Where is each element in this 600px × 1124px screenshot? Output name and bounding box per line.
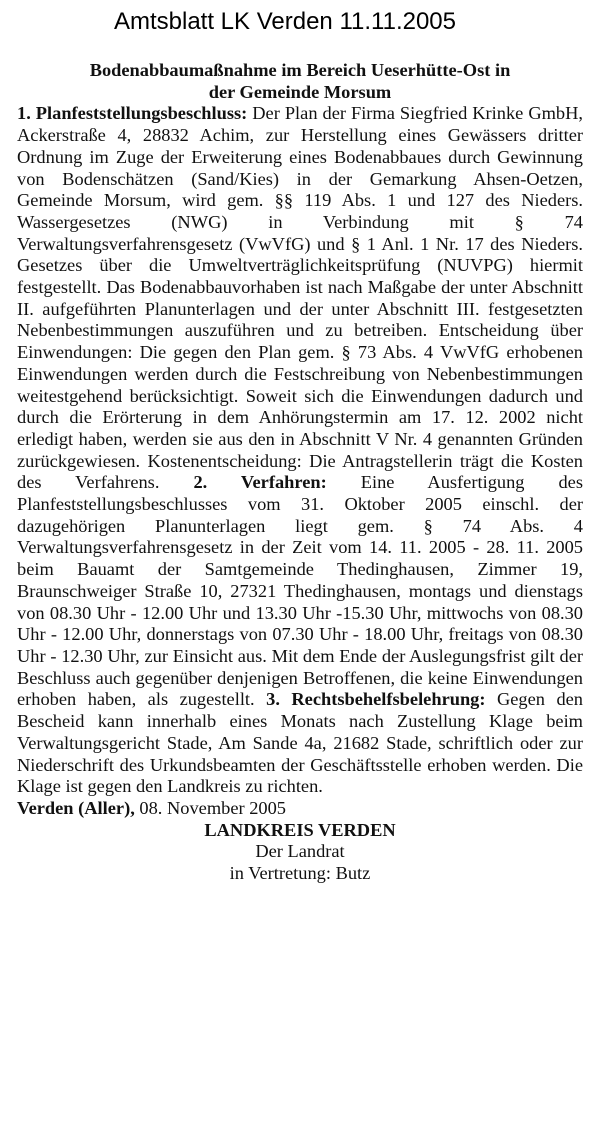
section-3-heading: 3. Rechtsbehelfsbelehrung: [266,689,486,710]
signature-organization: LANDKREIS VERDEN [204,819,396,840]
page-header-title: Amtsblatt LK Verden 11.11.2005 [113,8,456,35]
headline-line-1: Bodenabbaumaßnahme im Bereich Ueserhütte-Ost in [89,60,511,80]
place-date-line [17,798,583,820]
place: Verden (Aller), [17,797,135,818]
article-headline [17,60,583,103]
signature-block [17,820,583,885]
article-body [17,103,583,798]
section-2-text: Eine Ausfertigung des Planfeststellungsbeschlusses vom 31. Oktober 2005 einschl. der dazugehörigen Planunterlagen liegt gem. § 74 Abs. 4 Verwaltungsverfahrensgesetz in der Zeit vom 14. 11. 2005 - 28. 11. 2005 beim Bauamt der Samtgemeinde Thedinghausen, Zimmer 19, Braunschweiger Straße 10, 27321 Thedinghausen, montags und dienstags von 08.30 Uhr - 12.00 Uhr und 13.30 Uhr -15.30 Uhr, mittwochs von 08.30 Uhr - 12.00 Uhr, donnerstags von 07.30 Uhr - 18.00 Uhr, freitags von 08.30 Uhr - 12.30 Uhr, zur Einsicht aus. Mit dem Ende der Auslegungsfrist gilt der Beschluss auch gegenüber denjenigen Betroffenen, die keine Einwendungen erhoben haben, als zugestellt. [17,472,583,710]
section-1-heading: 1. Planfeststellungsbeschluss: [17,103,248,124]
section-3-text: Gegen den Bescheid kann innerhalb eines Monats nach Zustellung Klage beim Verwaltungsgericht Stade, Am Sande 4a, 21682 Stade, schriftlich oder zur Niederschrift des Urkundsbeamten der Geschäftsstelle erhoben werden. Die Klage ist gegen den Landkreis zu richten. [17,689,584,797]
article [17,60,583,885]
headline-line-2: der Gemeinde Morsum [208,81,392,102]
section-2-heading: 2. Verfahren: [193,472,327,493]
section-1-text: Der Plan der Firma Siegfried Krinke GmbH, Ackerstraße 4, 28832 Achim, zur Herstellung eines Gewässers dritter Ordnung im Zuge der Erweiterung eines Bodenabbaues durch Gewinnung von Bodenschätzen (Sand/Kies) in der Gemarkung Ahsen-Oetzen, Gemeinde Morsum, wird gem. §§ 119 Abs. 1 und 127 des Nieders. Wassergesetzes (NWG) in Verbindung mit § 74 Verwaltungsverfahrensgesetz (VwVfG) und § 1 Anl. 1 Nr. 17 des Nieders. Gesetzes über die Umweltverträglichkeitsprüfung (NUVPG) hiermit festgestellt. Das Bodenabbauvorhaben ist nach Maßgabe der unter Abschnitt II. aufgeführten Planunterlagen und der unter Abschnitt III. festgesetzten Nebenbestimmungen auszuführen und zu betreiben. Entscheidung über Einwendungen: Die gegen den Plan gem. § 73 Abs. 4 VwVfG erhobenen Einwendungen werden durch die Festschreibung von Nebenbestimmungen weitestgehend berücksichtigt. Soweit sich die Einwendungen dadurch und durch die Erörterung in dem Anhörungstermin am 17. 12. 2002 nicht erledigt haben, werden sie aus den in Abschnitt V Nr. 4 genannten Gründen zurückgewiesen. Kostenentscheidung: Die Antragstellerin trägt die Kosten des Verfahrens. [17,103,583,493]
signature-title: Der Landrat [255,841,345,862]
date: 08. November 2005 [134,797,286,818]
signature-name: in Vertretung: Butz [229,863,371,884]
